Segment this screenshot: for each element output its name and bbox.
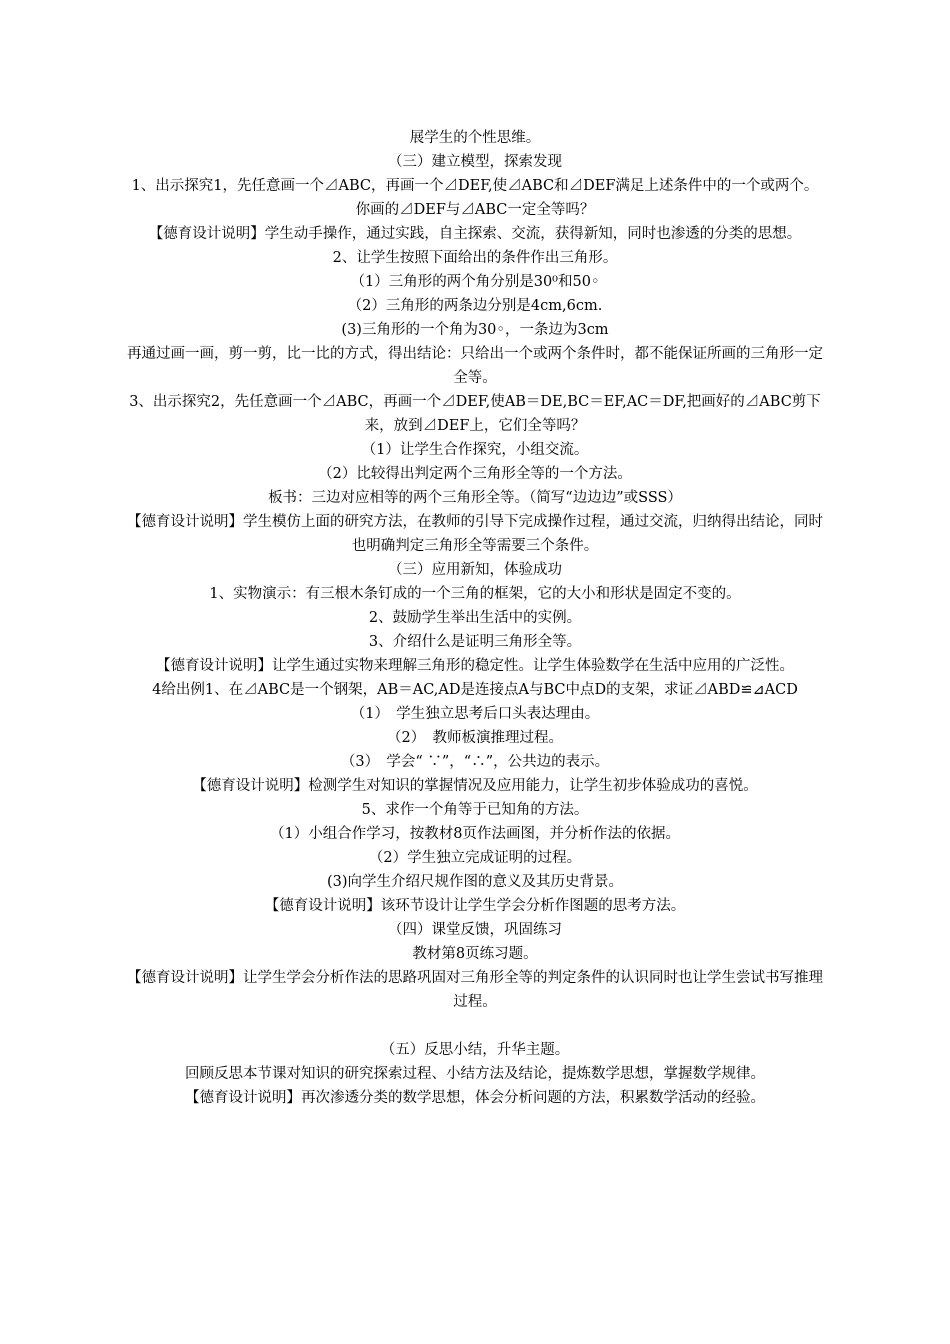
blackboard-note: 板书：三边对应相等的两个三角形全等。（简写“边边边”或SSS） bbox=[268, 490, 682, 506]
text-line: 3、出示探究2，先任意画一个⊿ABC，再画一个⊿DEF,使AB＝DE,BC＝EF,AC＝DF,把画好的⊿ABC剪下来，放到⊿DEF上，它们全等吗？ bbox=[129, 394, 821, 434]
design-note: 【德育设计说明】让学生通过实物来理解三角形的稳定性。让学生体验数学在生活中应用的广泛性。 bbox=[156, 658, 794, 674]
list-item: (3)向学生介绍尺规作图的意义及其历史背景。 bbox=[326, 874, 624, 890]
design-note: 【德育设计说明】检测学生对知识的掌握情况及应用能力，让学生初步体验成功的喜悦。 bbox=[192, 778, 758, 794]
design-note: 【德育设计说明】学生动手操作，通过实践，自主探索、交流，获得新知，同时也渗透的分类的思想。 bbox=[148, 226, 802, 242]
list-item: （2） 教师板演推理过程。 bbox=[387, 730, 563, 746]
list-item: （2）学生独立完成证明的过程。 bbox=[368, 850, 582, 866]
list-item: （1）让学生合作探究，小组交流。 bbox=[361, 442, 589, 458]
list-item: （1） 学生独立思考后口头表达理由。 bbox=[350, 706, 600, 722]
text-line: 再通过画一画，剪一剪，比一比的方式，得出结论：只给出一个或两个条件时，都不能保证所画的三角形一定全等。 bbox=[127, 346, 823, 386]
section-heading-feedback: （四）课堂反馈，巩固练习 bbox=[388, 922, 562, 938]
text-line: 3、介绍什么是证明三角形全等。 bbox=[368, 634, 582, 650]
list-item: （3） 学会“ ∵”，“∴”，公共边的表示。 bbox=[340, 754, 610, 770]
text-line: 展学生的个性思维。 bbox=[409, 130, 541, 146]
design-note: 【德育设计说明】再次渗透分类的数学思想，体会分析问题的方法，积累数学活动的经验。 bbox=[185, 1090, 765, 1106]
design-note: 【德育设计说明】学生模仿上面的研究方法，在教师的引导下完成操作过程，通过交流，归纳得出结论，同时也明确判定三角形全等需要三个条件。 bbox=[127, 514, 823, 554]
text-line: 1、实物演示：有三根木条钉成的一个三角的框架，它的大小和形状是固定不变的。 bbox=[209, 586, 741, 602]
section-heading-apply: （三）应用新知，体验成功 bbox=[388, 562, 562, 578]
section-heading-build-model: （三）建立模型，探索发现 bbox=[388, 154, 562, 170]
text-line: 1、出示探究1，先任意画一个⊿ABC，再画一个⊿DEF,使⊿ABC和⊿DEF满足上述条件中的一个或两个。你画的⊿DEF与⊿ABC一定全等吗？ bbox=[131, 178, 819, 218]
text-line: 回顾反思本节课对知识的研究探索过程、小结方法及结论，提炼数学思想，掌握数学规律。 bbox=[185, 1066, 765, 1082]
list-item: (3)三角形的一个角为30◦，一条边为3cm bbox=[341, 322, 609, 338]
text-line: 2、鼓励学生举出生活中的实例。 bbox=[368, 610, 582, 626]
example-problem: 4给出例1、在⊿ABC是一个钢架，AB＝AC,AD是连接点A与BC中点D的支架，求证⊿ABD≌⊿ACD bbox=[152, 682, 798, 698]
document-body bbox=[125, 126, 825, 1110]
design-note: 【德育设计说明】让学生学会分析作法的思路巩固对三角形全等的判定条件的认识同时也让学生尝试书写推理过程。 bbox=[127, 970, 823, 1010]
list-item: （2）比较得出判定两个三角形全等的一个方法。 bbox=[318, 466, 632, 482]
list-item: （1）三角形的两个角分别是30⁰和50◦ bbox=[350, 274, 600, 290]
blank-line bbox=[125, 1014, 825, 1038]
section-heading-summary: （五）反思小结，升华主题。 bbox=[380, 1042, 570, 1058]
text-line: 5、求作一个角等于已知角的方法。 bbox=[361, 802, 589, 818]
list-item: （1）小组合作学习，按教材8页作法画图，并分析作法的依据。 bbox=[270, 826, 680, 842]
list-item: （2）三角形的两条边分别是4cm,6cm. bbox=[347, 298, 603, 314]
text-line: 教材第8页练习题。 bbox=[412, 946, 538, 962]
text-line: 2、让学生按照下面给出的条件作出三角形。 bbox=[332, 250, 618, 266]
design-note: 【德育设计说明】该环节设计让学生学会分析作图题的思考方法。 bbox=[264, 898, 686, 914]
